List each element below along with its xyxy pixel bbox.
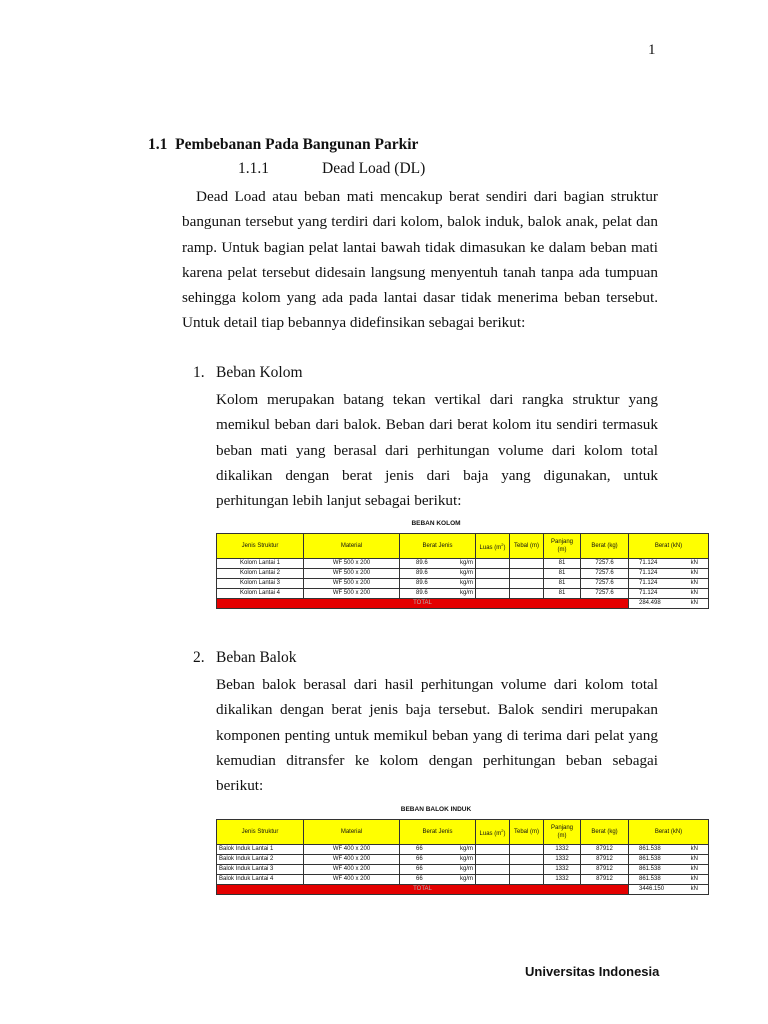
cell-jenis: Balok Induk Lantai 3: [217, 865, 304, 875]
cell-material: WF 400 x 200: [304, 865, 400, 875]
cell-kn-unit: kN: [690, 580, 698, 586]
cell-luas: [476, 855, 510, 865]
cell-jenis: Balok Induk Lantai 1: [217, 845, 304, 855]
cell-bj-value: 66: [416, 856, 423, 862]
header-berat-jenis: Berat Jenis: [400, 820, 476, 845]
cell-kn-unit: kN: [690, 846, 698, 852]
cell-berat-kg: 87912: [581, 875, 629, 885]
cell-berat-kg: 7257.6: [581, 589, 629, 599]
cell-bj-unit: kg/m: [460, 846, 474, 852]
cell-kn-value: 861.538: [639, 866, 661, 872]
cell-tebal: [510, 855, 544, 865]
list-item-label: Beban Kolom: [216, 364, 303, 381]
list-item-number: 1.: [193, 364, 205, 381]
section-title: Pembebanan Pada Bangunan Parkir: [175, 136, 419, 153]
cell-berat-jenis: [400, 845, 476, 855]
beban-balok-table-block: [216, 805, 698, 895]
cell-panjang: 1332: [544, 845, 581, 855]
cell-kn-value: 71.124: [639, 590, 658, 596]
cell-berat-kg: 7257.6: [581, 559, 629, 569]
table-header-row: [217, 820, 709, 845]
cell-berat-kn: [629, 845, 709, 855]
header-luas-text: Luas (m: [479, 544, 502, 551]
header-luas-text: Luas (m: [479, 830, 502, 837]
cell-luas: [476, 559, 510, 569]
total-cell: [629, 599, 709, 609]
header-tebal: Tebal (m): [510, 820, 544, 845]
table-row: [217, 865, 709, 875]
cell-tebal: [510, 579, 544, 589]
cell-bj-unit: kg/m: [460, 570, 474, 576]
cell-kn-unit: kN: [690, 866, 698, 872]
cell-bj-value: 66: [416, 866, 423, 872]
table-row: [217, 569, 709, 579]
subsection-number: 1.1.1: [238, 160, 269, 177]
footer-university: Universitas Indonesia: [525, 964, 660, 979]
cell-kn-unit: kN: [690, 590, 698, 596]
cell-bj-value: 89.6: [416, 570, 428, 576]
cell-berat-kn: [629, 569, 709, 579]
cell-panjang: 81: [544, 589, 581, 599]
list-item-number: 2.: [193, 649, 205, 666]
cell-jenis: Balok Induk Lantai 2: [217, 855, 304, 865]
total-unit: kN: [690, 600, 698, 606]
cell-bj-value: 89.6: [416, 580, 428, 586]
cell-tebal: [510, 845, 544, 855]
table-row: [217, 559, 709, 569]
cell-kn-value: 861.538: [639, 876, 661, 882]
cell-berat-jenis: [400, 569, 476, 579]
cell-panjang: 1332: [544, 855, 581, 865]
cell-bj-unit: kg/m: [460, 866, 474, 872]
table-header-row: [217, 534, 709, 559]
cell-berat-jenis: [400, 559, 476, 569]
cell-bj-unit: kg/m: [460, 856, 474, 862]
cell-bj-unit: kg/m: [460, 580, 474, 586]
cell-panjang: 81: [544, 569, 581, 579]
total-cell: [629, 885, 709, 895]
list-item-beban-kolom: [193, 364, 303, 382]
cell-bj-value: 89.6: [416, 590, 428, 596]
header-berat-kg: Berat (kg): [581, 534, 629, 559]
header-berat-kn: Berat (kN): [629, 534, 709, 559]
header-luas-end: ): [503, 544, 506, 551]
cell-berat-kn: [629, 855, 709, 865]
cell-berat-kn: [629, 559, 709, 569]
cell-tebal: [510, 559, 544, 569]
total-row: [217, 599, 709, 609]
header-luas: [476, 534, 510, 559]
cell-panjang: 1332: [544, 865, 581, 875]
cell-bj-value: 66: [416, 876, 423, 882]
intro-paragraph: Dead Load atau beban mati mencakup berat sendiri dari bagian struktur bangunan tersebut yang terdiri dari kolom, balok induk, balok anak, pelat dan ramp. Untuk bagian pelat lantai bawah tidak dimasukan ke dalam beban mati karena pelat tersebut didesain langsung menyentuh tanah tanpa ada tumpuan sehingga kolom yang ada pada lantai dasar tidak menerima beban tersebut. Untuk detail tiap bebannya didefinsikan sebagai berikut:: [182, 188, 658, 332]
cell-material: WF 500 x 200: [304, 559, 400, 569]
cell-kn-value: 71.124: [639, 580, 658, 586]
cell-material: WF 400 x 200: [304, 875, 400, 885]
header-material: Material: [304, 534, 400, 559]
cell-jenis: Kolom Lantai 2: [217, 569, 304, 579]
cell-jenis: Kolom Lantai 3: [217, 579, 304, 589]
cell-luas: [476, 875, 510, 885]
cell-berat-kg: 87912: [581, 865, 629, 875]
beban-kolom-table: [216, 533, 709, 609]
table-row: [217, 875, 709, 885]
beban-balok-table-title: BEBAN BALOK INDUK: [400, 806, 472, 813]
header-tebal: Tebal (m): [510, 534, 544, 559]
cell-jenis: Kolom Lantai 4: [217, 589, 304, 599]
cell-luas: [476, 579, 510, 589]
cell-bj-value: 89.6: [416, 560, 428, 566]
cell-berat-kn: [629, 589, 709, 599]
beban-kolom-paragraph: Kolom merupakan batang tekan vertikal dari rangka struktur yang memikul beban dari balok. Beban dari berat kolom itu sendiri termasuk beban mati yang berasal dari perhitungan volume dari kolom total dikalikan dengan berat jenis dari baja yang digunakan, untuk perhitungan lebih lanjut sebagai berikut:: [216, 391, 658, 510]
table-row: [217, 589, 709, 599]
cell-berat-jenis: [400, 855, 476, 865]
subsection-title: Dead Load (DL): [322, 160, 426, 177]
cell-bj-unit: kg/m: [460, 876, 474, 882]
table-row: [217, 845, 709, 855]
cell-berat-jenis: [400, 589, 476, 599]
total-label: TOTAL: [217, 599, 629, 609]
header-luas-sup: 2: [501, 541, 504, 547]
cell-berat-kg: 7257.6: [581, 579, 629, 589]
cell-berat-kg: 87912: [581, 845, 629, 855]
cell-tebal: [510, 865, 544, 875]
beban-balok-paragraph: Beban balok berasal dari hasil perhitungan volume dari kolom total dikalikan dengan berat jenis baja tersebut. Balok sendiri merupakan komponen penting untuk memikul beban yang di terima dari pelat yang kemudian ditransfer ke kolom dengan perhitungan beban sebagai berikut:: [216, 676, 658, 795]
section-number: 1.1: [148, 136, 168, 153]
header-berat-jenis: Berat Jenis: [400, 534, 476, 559]
header-luas: [476, 820, 510, 845]
header-luas-end: ): [503, 830, 506, 837]
header-berat-kg: Berat (kg): [581, 820, 629, 845]
header-jenis: Jenis Struktur: [217, 534, 304, 559]
cell-kn-value: 861.538: [639, 846, 661, 852]
cell-material: WF 500 x 200: [304, 589, 400, 599]
cell-berat-jenis: [400, 875, 476, 885]
beban-balok-table: [216, 819, 709, 895]
cell-kn-unit: kN: [690, 856, 698, 862]
cell-berat-kn: [629, 875, 709, 885]
cell-panjang: 1332: [544, 875, 581, 885]
cell-berat-jenis: [400, 865, 476, 875]
header-luas-sup: 2: [501, 827, 504, 833]
header-panjang: Panjang (m): [544, 534, 581, 559]
cell-panjang: 81: [544, 559, 581, 569]
beban-kolom-table-block: [216, 519, 698, 609]
cell-luas: [476, 569, 510, 579]
header-panjang: Panjang (m): [544, 820, 581, 845]
cell-kn-unit: kN: [690, 560, 698, 566]
total-value: 3446.150: [639, 886, 665, 892]
cell-kn-value: 71.124: [639, 570, 658, 576]
section-heading: [148, 136, 418, 154]
total-row: [217, 885, 709, 895]
total-label: TOTAL: [217, 885, 629, 895]
total-unit: kN: [690, 886, 698, 892]
subsection-heading: [238, 160, 426, 178]
cell-luas: [476, 589, 510, 599]
cell-material: WF 400 x 200: [304, 855, 400, 865]
cell-berat-kg: 87912: [581, 855, 629, 865]
cell-kn-value: 71.124: [639, 560, 658, 566]
cell-tebal: [510, 569, 544, 579]
cell-luas: [476, 865, 510, 875]
cell-bj-unit: kg/m: [460, 560, 474, 566]
cell-jenis: Kolom Lantai 1: [217, 559, 304, 569]
header-material: Material: [304, 820, 400, 845]
list-item-beban-balok: [193, 649, 297, 667]
header-jenis: Jenis Struktur: [217, 820, 304, 845]
table-row: [217, 855, 709, 865]
cell-berat-kn: [629, 579, 709, 589]
cell-luas: [476, 845, 510, 855]
cell-kn-unit: kN: [690, 570, 698, 576]
cell-panjang: 81: [544, 579, 581, 589]
total-value: 284.498: [639, 600, 661, 606]
table-row: [217, 579, 709, 589]
beban-kolom-table-title: BEBAN KOLOM: [411, 520, 461, 527]
cell-berat-kg: 7257.6: [581, 569, 629, 579]
page-number: 1: [648, 42, 656, 58]
cell-tebal: [510, 589, 544, 599]
cell-kn-value: 861.538: [639, 856, 661, 862]
cell-material: WF 500 x 200: [304, 569, 400, 579]
cell-tebal: [510, 875, 544, 885]
header-berat-kn: Berat (kN): [629, 820, 709, 845]
cell-material: WF 400 x 200: [304, 845, 400, 855]
cell-bj-value: 66: [416, 846, 423, 852]
cell-material: WF 500 x 200: [304, 579, 400, 589]
cell-jenis: Balok Induk Lantai 4: [217, 875, 304, 885]
cell-bj-unit: kg/m: [460, 590, 474, 596]
cell-berat-kn: [629, 865, 709, 875]
cell-berat-jenis: [400, 579, 476, 589]
list-item-label: Beban Balok: [216, 649, 297, 666]
cell-kn-unit: kN: [690, 876, 698, 882]
